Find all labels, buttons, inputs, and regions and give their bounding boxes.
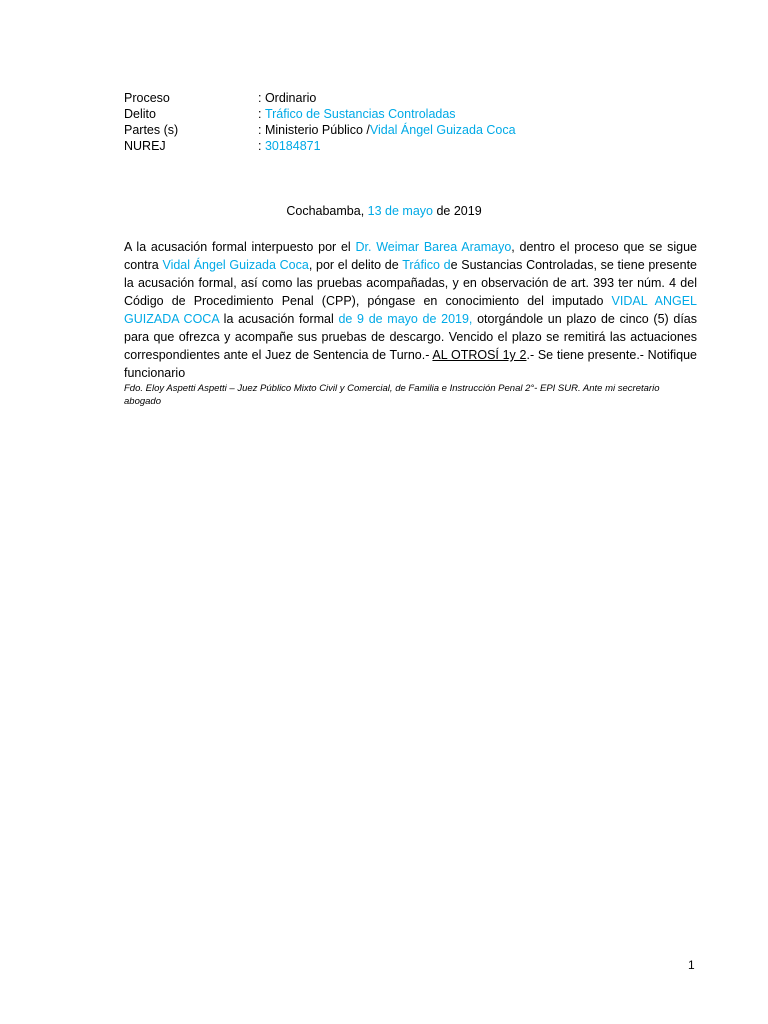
document-date bbox=[0, 204, 768, 218]
signature-line: Fdo. Eloy Aspetti Aspetti – Juez Público Mixto Civil y Comercial, de Familia e Instrucción Penal 2°- EPI SUR. Ante mi secretario abogado bbox=[124, 383, 660, 407]
header-row-proceso bbox=[124, 90, 516, 106]
header-row-partes bbox=[124, 122, 516, 138]
nurej-sep: : bbox=[258, 139, 265, 153]
body-text-6: otorgándole un plazo de cinco (5) días para que ofrezca y acompañe sus pruebas de descargo. Vencido el plazo se remitirá las actuaciones correspondientes ante el Juez de Sentencia de Turno.- bbox=[124, 312, 697, 362]
proceso-label: Proceso bbox=[124, 91, 170, 105]
delito-sep: : bbox=[258, 107, 265, 121]
defendant-name: Vidal Ángel Guizada Coca bbox=[162, 258, 309, 272]
delito-value: Tráfico de Sustancias Controladas bbox=[264, 107, 456, 121]
otrosi-reference: AL OTROSÍ 1y 2 bbox=[432, 348, 527, 362]
body-text-1: A la acusación formal interpuesto por el bbox=[124, 240, 356, 254]
prosecutor-name: Dr. Weimar Barea Aramayo bbox=[355, 240, 512, 254]
body-text-2: , dentro el proceso que se sigue contra bbox=[124, 240, 697, 272]
delito-label: Delito bbox=[124, 107, 156, 121]
proceso-value: : Ordinario bbox=[258, 91, 317, 105]
defendant-name-caps: VIDAL ANGEL GUIZADA COCA bbox=[124, 294, 697, 326]
partes-prefix: : Ministerio Público / bbox=[258, 123, 370, 137]
date-city: Cochabamba, bbox=[286, 204, 368, 218]
partes-label: Partes (s) bbox=[124, 123, 179, 137]
nurej-label: NUREJ bbox=[124, 139, 166, 153]
page-number: 1 bbox=[688, 958, 695, 972]
header-row-nurej bbox=[124, 138, 516, 154]
nurej-value: 30184871 bbox=[264, 139, 321, 153]
body-text-7: .- Se tiene presente.- Notifique funcionario bbox=[124, 348, 698, 380]
accusation-date: de 9 de mayo de 2019, bbox=[338, 312, 473, 326]
body-text-4: e Sustancias Controladas, se tiene presente la acusación formal, así como las pruebas acompañadas, y en observación de art. 393 ter núm. 4 del Código de Procedimiento Penal (CPP), póngase en conocimiento del imputado bbox=[124, 258, 698, 308]
body-text-5: la acusación formal bbox=[218, 312, 339, 326]
header-row-delito bbox=[124, 106, 516, 122]
date-year: de 2019 bbox=[432, 204, 482, 218]
case-header bbox=[124, 90, 516, 154]
resolution-body bbox=[124, 238, 697, 382]
partes-value: Vidal Ángel Guizada Coca bbox=[369, 123, 516, 137]
date-day-month: 13 de mayo bbox=[367, 204, 433, 218]
crime-highlight: Tráfico d bbox=[402, 258, 451, 272]
body-text-3: , por el delito de bbox=[308, 258, 403, 272]
